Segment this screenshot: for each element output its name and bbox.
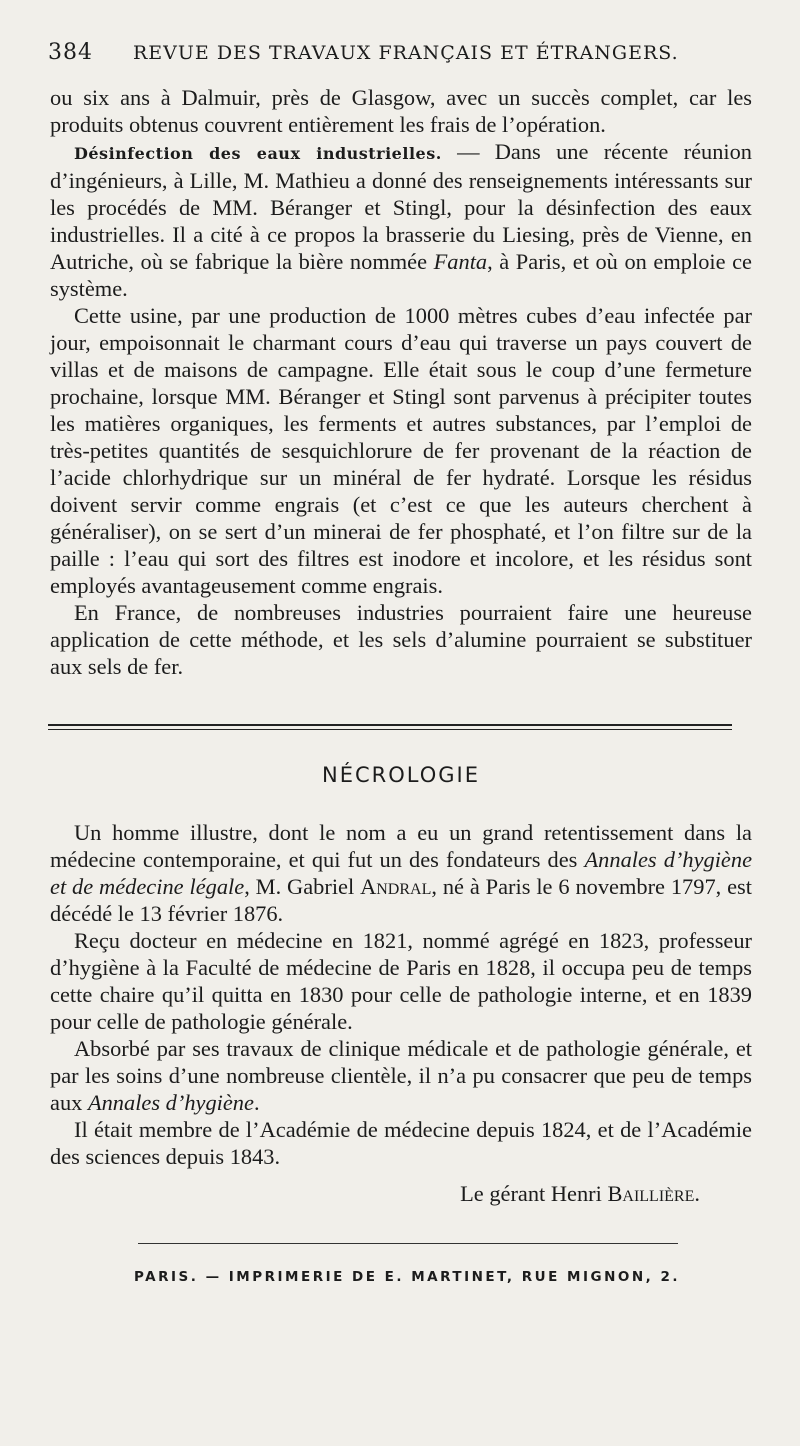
paragraph-text: Absorbé par ses travaux de clinique médicale et de pathologie générale, et par les soins d’une nombreuse clientèle, il n’a pu consacrer que peu de temps aux bbox=[50, 1036, 752, 1115]
paragraph-text: , à Paris, et où on emploie ce système. bbox=[50, 249, 752, 301]
section-title-necrologie: NÉCROLOGIE bbox=[322, 763, 480, 787]
paragraph-necro-1 bbox=[50, 819, 752, 927]
italic-fanta: Fanta bbox=[433, 249, 488, 274]
section-heading-desinfection: Désinfection des eaux industrielles. bbox=[74, 144, 442, 163]
signature-name: Baillière bbox=[607, 1181, 695, 1206]
footer-divider bbox=[138, 1243, 678, 1244]
signature-suffix: . bbox=[694, 1181, 700, 1206]
section-divider bbox=[48, 724, 732, 730]
paragraph-france: En France, de nombreuses industries pourraient faire une heureuse application de cette méthode, et les sels d’alumine pourraient se substituer aux sels de fer. bbox=[50, 600, 752, 679]
italic-annales-hygiene: Annales d’hygiène bbox=[87, 1090, 254, 1115]
running-header bbox=[48, 40, 748, 70]
paragraph-text: . bbox=[253, 1090, 260, 1115]
page-body bbox=[50, 84, 752, 1291]
signature-prefix: Le gérant Henri bbox=[460, 1181, 608, 1206]
name-andral: Andral bbox=[360, 874, 432, 899]
printer-imprint: PARIS. — IMPRIMERIE DE E. MARTINET, RUE MIGNON, 2. bbox=[134, 1269, 680, 1285]
running-title: REVUE DES TRAVAUX FRANÇAIS ET ÉTRANGERS. bbox=[133, 42, 679, 64]
signature bbox=[50, 1180, 700, 1207]
paragraph-usine: Cette usine, par une production de 1000 mètres cubes d’eau infectée par jour, empoisonnait le charmant cours d’eau qui traverse un pays couvert de villas et de maisons de campagne. Elle était sous le coup d’une fermeture prochaine, lorsque MM. Béranger et Stingl sont parvenus à précipiter toutes les matières organiques, les ferments et autres substances, par l’emploi de très-petites quantités de sesquichlorure de fer provenant de la réaction de l’acide chlorhydrique sur un minéral de fer hydraté. Lorsque les résidus doivent servir comme engrais (et c’est ce que les auteurs cherchent à généraliser), on se sert d’un minerai de fer phosphaté, et l’on filtre sur de la paille : l’eau qui sort des filtres est inodore et incolore, et les résidus sont employés avantageusement comme engrais. bbox=[50, 303, 752, 598]
paragraph-necro-3 bbox=[50, 1035, 752, 1116]
paragraph-text: — Dans une récente réunion d’ingénieurs, à Lille, M. Mathieu a donné des renseignements intéressants sur les procédés de MM. Béranger et Stingl, pour la désinfection des eaux industrielles. Il a cité à ce propos la brasserie du Liesing, près de Vienne, en Autriche, où se fabrique la bière nommée bbox=[50, 139, 753, 274]
page-number: 384 bbox=[48, 40, 93, 65]
italic-annales: Annales d’hygiène et de médecine légale bbox=[50, 847, 753, 899]
paragraph-necro-2: Reçu docteur en médecine en 1821, nommé agrégé en 1823, professeur d’hygiène à la Faculté de médecine de Paris en 1828, il occupa peu de temps cette chaire qu’il quitta en 1830 pour celle de pathologie interne, et en 1839 pour celle de pathologie générale. bbox=[50, 928, 752, 1034]
paragraph-necro-4: Il était membre de l’Académie de médecine depuis 1824, et de l’Académie des sciences depuis 1843. bbox=[50, 1117, 752, 1169]
paragraph-desinfection bbox=[50, 138, 752, 302]
paragraph-text: Un homme illustre, dont le nom a eu un grand retentissement dans la médecine contemporaine, et qui fut un des fondateurs des bbox=[50, 820, 752, 872]
paragraph-text: , M. Gabriel bbox=[244, 874, 361, 899]
paragraph-continued: ou six ans à Dalmuir, près de Glasgow, avec un succès complet, car les produits obtenus couvrent entièrement les frais de l’opération. bbox=[50, 85, 752, 137]
paragraph-text: , né à Paris le 6 novembre 1797, est décédé le 13 février 1876. bbox=[50, 874, 752, 926]
